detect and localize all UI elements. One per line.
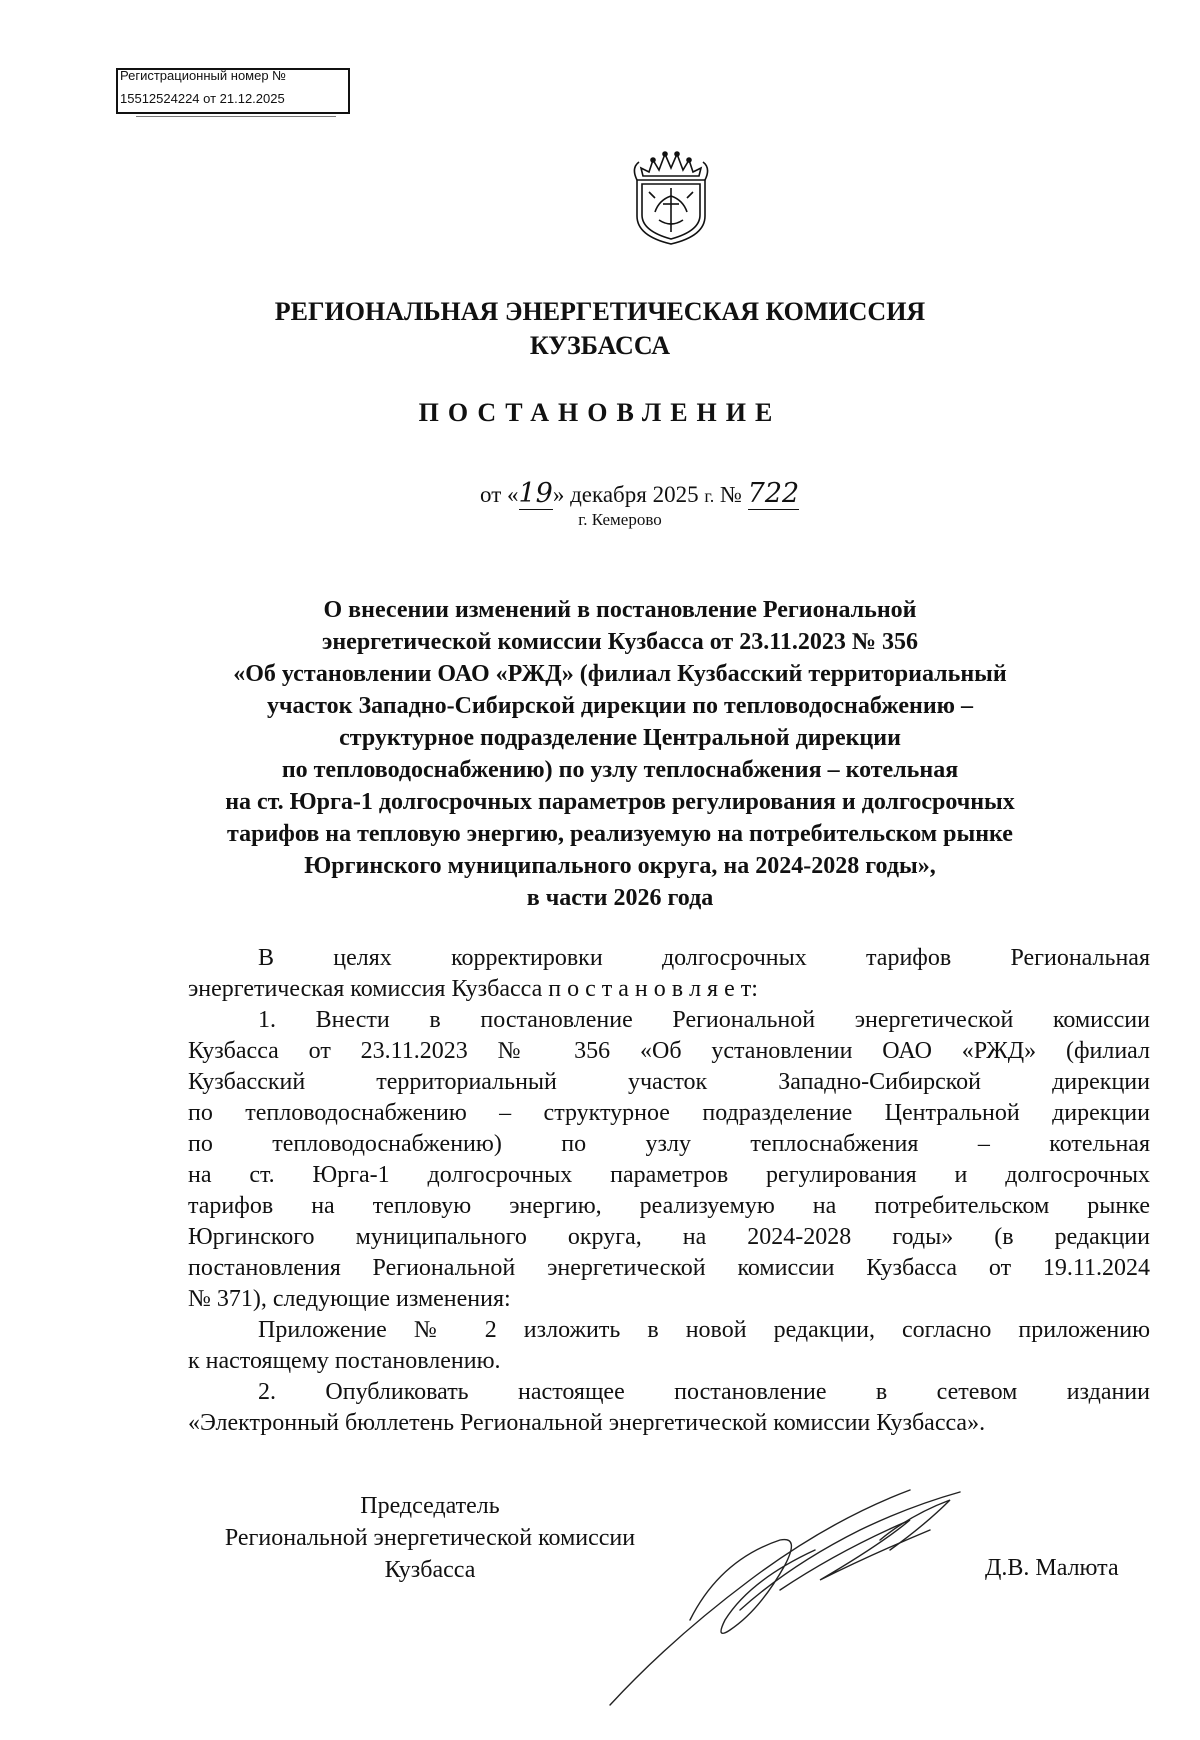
title-line: в части 2026 года: [526, 885, 714, 911]
paragraph-item-1: [188, 1005, 1150, 1315]
signatory-organization: Региональной энергетической комиссии: [224, 1525, 636, 1551]
paragraph-preamble: [188, 943, 1150, 1005]
title-line: О внесении изменений в постановление Региональной: [323, 597, 917, 623]
document-type: ПОСТАНОВЛЕНИЕ: [418, 398, 782, 427]
document-title: [190, 594, 1050, 914]
registration-number: 15512524224 от 21.12.2025: [120, 91, 285, 106]
city: г. Кемерово: [578, 510, 662, 529]
title-line: энергетической комиссии Кузбасса от 23.11.2023 № 356: [321, 629, 919, 655]
title-line: тарифов на тепловую энергию, реализуемую на потребительском рынке: [227, 821, 1013, 847]
body-line: Кузбасса от 23.11.2023 № 356 «Об установлении ОАО «РЖД» (филиал: [188, 1038, 1150, 1064]
body-line: № 371), следующие изменения:: [188, 1286, 511, 1312]
title-line: структурное подразделение Центральной дирекции: [339, 725, 901, 751]
date-year-suffix: г.: [704, 486, 715, 506]
body-line: 2. Опубликовать настоящее постановление в сетевом издании: [258, 1379, 1150, 1405]
body-line: постановления Региональной энергетической комиссии Кузбасса от 19.11.2024: [188, 1255, 1150, 1281]
title-line: по тепловодоснабжению) по узлу теплоснабжения – котельная: [281, 757, 959, 783]
body-line: на ст. Юрга-1 долгосрочных параметров регулирования и долгосрочных: [188, 1162, 1150, 1188]
body-line: к настоящему постановлению.: [188, 1348, 501, 1374]
date-month-year: » декабря 2025: [552, 482, 705, 507]
body-line: по тепловодоснабжению) по узлу теплоснабжения – котельная: [188, 1131, 1150, 1157]
body-line: «Электронный бюллетень Региональной энергетической комиссии Кузбасса».: [188, 1410, 986, 1436]
signatory-position: Председатель: [360, 1493, 500, 1519]
organization-region: КУЗБАССА: [529, 331, 671, 360]
title-line: «Об установлении ОАО «РЖД» (филиал Кузбасский территориальный: [233, 661, 1007, 687]
signatory-name: Д.В. Малюта: [985, 1555, 1119, 1581]
body-line: по тепловодоснабжению – структурное подразделение Центральной дирекции: [188, 1100, 1150, 1126]
paragraph-appendix: [188, 1315, 1150, 1377]
date-day: 19: [518, 478, 553, 509]
signatory-region: Кузбасса: [384, 1557, 476, 1583]
kuzbass-coat-of-arms-icon: [629, 138, 713, 246]
registration-label: Регистрационный номер №: [120, 68, 287, 83]
document-number: 722: [747, 478, 800, 509]
date-line: [480, 478, 799, 510]
body-line: тарифов на тепловую энергию, реализуемую на потребительском рынке: [188, 1193, 1150, 1219]
body-line: Кузбасский территориальный участок Западно-Сибирской дирекции: [188, 1069, 1150, 1095]
date-prefix: от «: [480, 482, 519, 507]
title-line: Юргинского муниципального округа, на 2024-2028 годы»,: [304, 853, 936, 879]
body-line: 1. Внести в постановление Региональной энергетической комиссии: [258, 1007, 1150, 1033]
registration-stamp: [116, 68, 350, 114]
body-line: энергетическая комиссия Кузбасса п о с т а н о в л я е т:: [188, 976, 758, 1002]
body-line: Приложение № 2 изложить в новой редакции, согласно приложению: [258, 1317, 1150, 1343]
title-line: участок Западно-Сибирской дирекции по тепловодоснабжению –: [266, 693, 974, 719]
handwritten-signature: [580, 1440, 1000, 1740]
body-line: В целях корректировки долгосрочных тарифов Региональная: [258, 945, 1150, 971]
title-line: на ст. Юрга-1 долгосрочных параметров регулирования и долгосрочных: [225, 789, 1015, 815]
number-sign: №: [714, 482, 748, 507]
paragraph-item-2: [188, 1377, 1150, 1439]
organization-name: РЕГИОНАЛЬНАЯ ЭНЕРГЕТИЧЕСКАЯ КОМИССИЯ: [274, 297, 926, 326]
body-line: Юргинского муниципального округа, на 2024-2028 годы» (в редакции: [188, 1224, 1150, 1250]
stamp-underline: [136, 116, 336, 119]
